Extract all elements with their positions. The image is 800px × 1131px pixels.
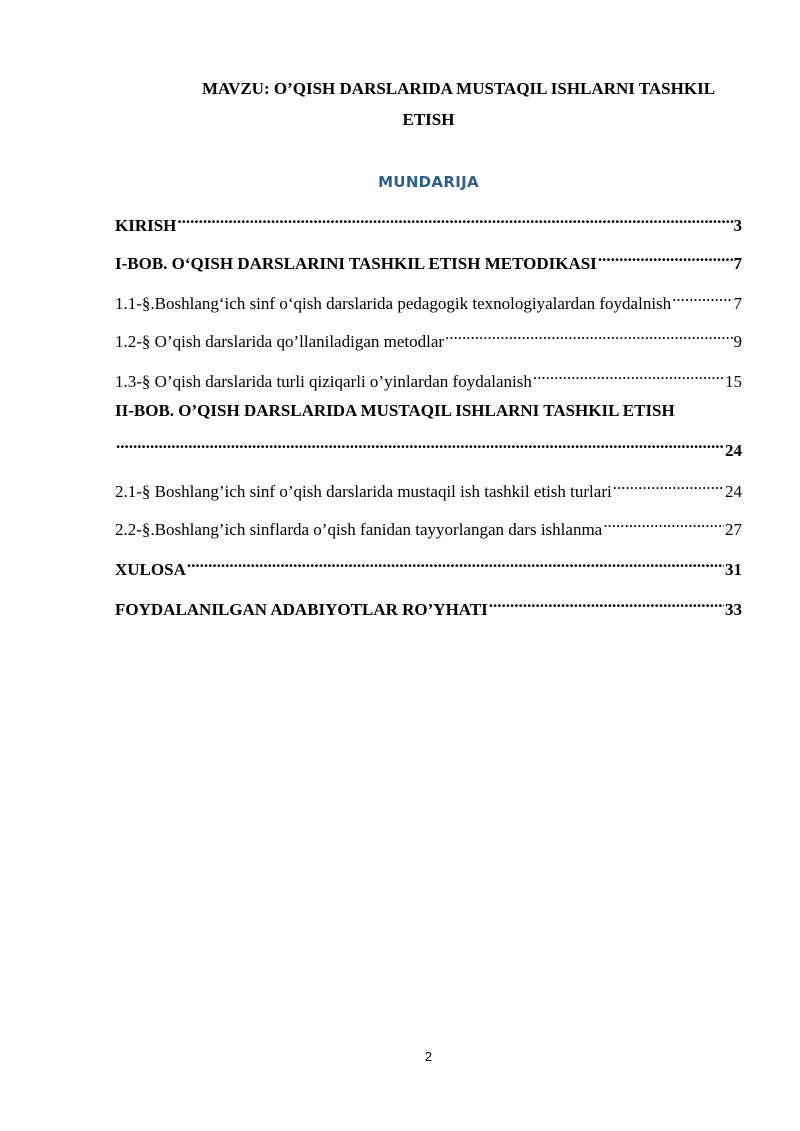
toc-entry-page: 7 (733, 294, 742, 313)
toc-entry-section-1-2[interactable] (115, 321, 742, 351)
toc-dot-leader (116, 430, 724, 456)
document-title-line1: MAVZU: O’QISH DARSLARIDA MUSTAQIL ISHLARNI TASHKIL (201, 79, 716, 98)
toc-heading: MUNDARIJA (378, 173, 479, 191)
toc-dot-leader (187, 549, 724, 575)
toc-entry-label: XULOSA (115, 560, 186, 579)
toc-entry-section-1-1[interactable] (115, 283, 742, 313)
toc-entry-page: 7 (733, 254, 742, 273)
toc-dot-leader (598, 243, 733, 269)
toc-entry-kirish[interactable] (115, 205, 742, 235)
toc-entry-page: 27 (725, 520, 742, 539)
toc-entry-page: 24 (725, 482, 742, 501)
toc-entry-section-2-1[interactable] (115, 471, 742, 501)
toc-entry-section-2-2[interactable] (115, 509, 742, 539)
toc-entry-label: FOYDALANILGAN ADABIYOTLAR RO’YHATI (115, 600, 488, 619)
toc-dot-leader (533, 361, 724, 387)
toc-entry-xulosa[interactable] (115, 549, 742, 579)
toc-entry-label: 1.2-§ O’qish darslarida qo’llaniladigan metodlar (115, 332, 445, 351)
toc-entry-page: 31 (725, 560, 742, 579)
toc-entry-page: 9 (733, 332, 742, 351)
toc-entry-bob2[interactable] (115, 430, 742, 460)
toc-dot-leader (613, 471, 724, 497)
toc-entry-adabiyotlar[interactable] (115, 589, 742, 619)
toc-entry-label: I-BOB. O‘QISH DARSLARINI TASHKIL ETISH METODIKASI (115, 254, 597, 273)
toc-entry-label: 2.1-§ Boshlang’ich sinf o’qish darslarida mustaqil ish tashkil etish turlari (115, 482, 612, 501)
toc-entry-bob1[interactable] (115, 243, 742, 273)
page-number: 2 (424, 1049, 433, 1064)
toc-dot-leader (489, 589, 724, 615)
toc-entry-page: 15 (725, 372, 742, 391)
document-title-line2: ETISH (402, 110, 455, 129)
toc-dot-leader (672, 283, 732, 309)
toc-entry-label: 1.1-§.Boshlang‘ich sinf o‘qish darslarida pedagogik texnologiyalardan foydalnish (115, 294, 672, 313)
toc-dot-leader (177, 205, 732, 231)
toc-entry-bob2-label[interactable]: II-BOB. O’QISH DARSLARIDA MUSTAQIL ISHLARNI TASHKIL ETISH (115, 401, 675, 420)
toc-entry-page: 33 (725, 600, 742, 619)
toc-dot-leader (445, 321, 732, 347)
toc-entry-section-1-3[interactable] (115, 361, 742, 391)
toc-entry-label: 2.2-§.Boshlang’ich sinflarda o’qish fanidan tayyorlangan dars ishlanma (115, 520, 603, 539)
toc-dot-leader (603, 509, 724, 535)
toc-entry-page: 24 (725, 441, 742, 460)
toc-entry-label: 1.3-§ O’qish darslarida turli qiziqarli o’yinlardan foydalanish (115, 372, 532, 391)
toc-entry-page: 3 (733, 216, 742, 235)
toc-entry-label: KIRISH (115, 216, 177, 235)
